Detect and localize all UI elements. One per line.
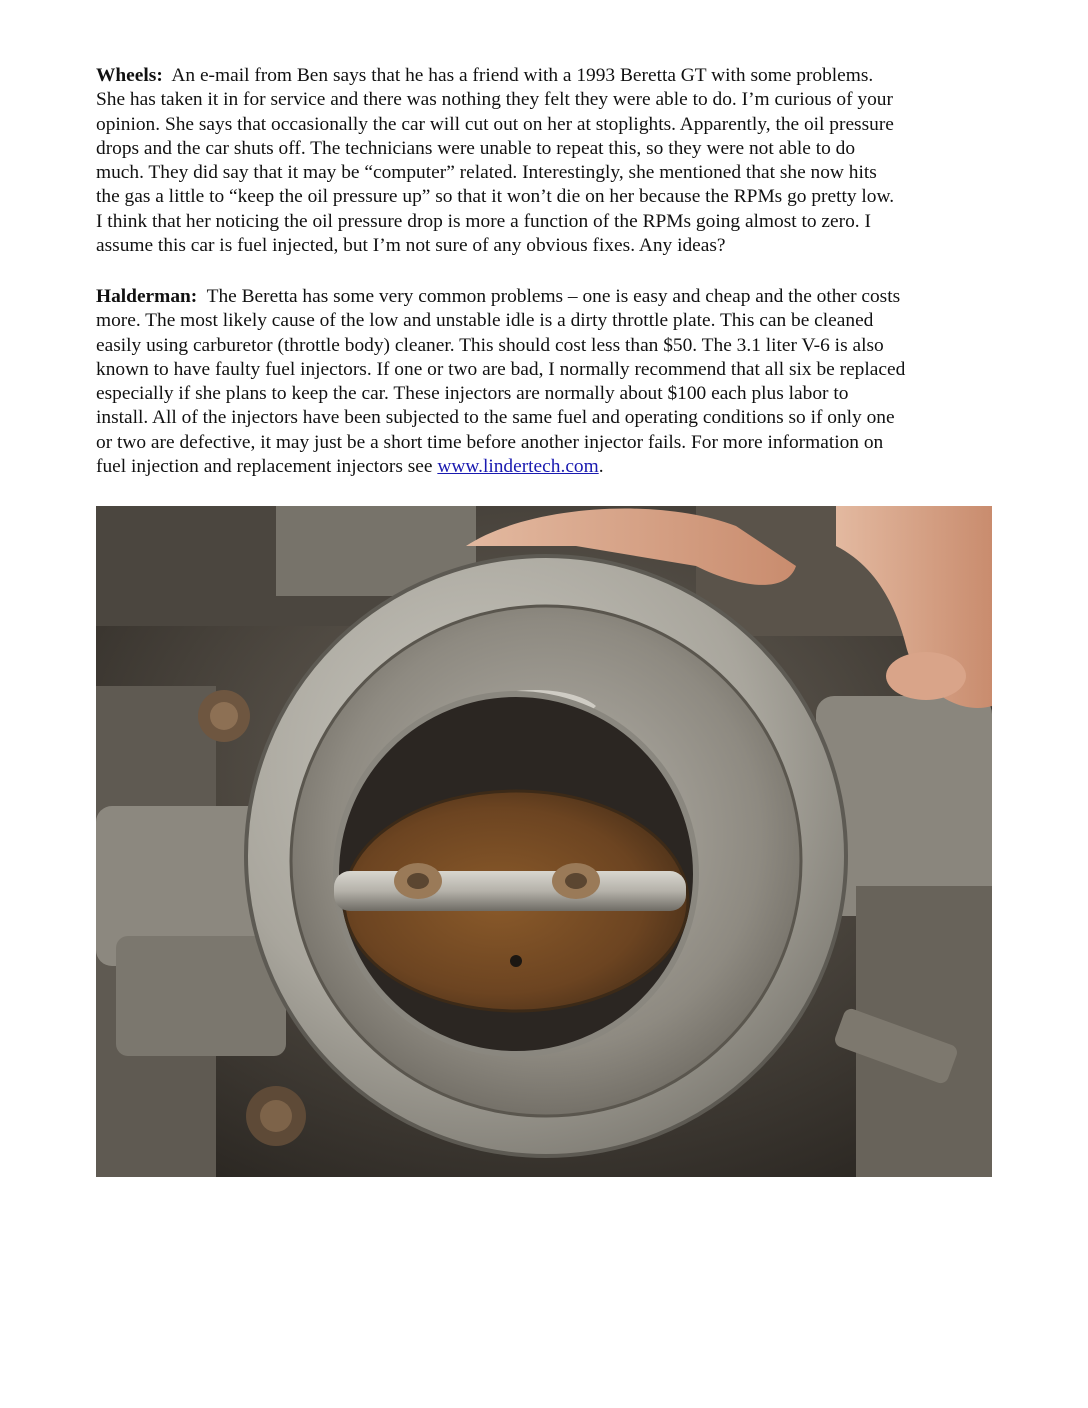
wheels-question-paragraph (96, 64, 996, 258)
paragraph-line: much. They did say that it may be “computer” related. Interestingly, she mentioned that she now hits (96, 162, 877, 184)
paragraph-line: especially if she plans to keep the car. These injectors are normally about $100 each plus labor to (96, 383, 849, 405)
paragraph-line: the gas a little to “keep the oil pressure up” so that it won’t die on her because the RPMs go pretty low. (96, 186, 895, 208)
halderman-label: Halderman: (96, 286, 198, 307)
paragraph-line: known to have faulty fuel injectors. If one or two are bad, I normally recommend that all six be replaced (96, 358, 906, 380)
paragraph-line: She has taken it in for service and there was nothing they felt they were able to do. I’m curious of your (96, 89, 893, 111)
wheels-label: Wheels: (96, 65, 163, 86)
halderman-answer-paragraph (96, 285, 996, 479)
paragraph-line: install. All of the injectors have been subjected to the same fuel and operating conditions so if only one (96, 407, 895, 429)
paragraph-line: or two are defective, it may just be a short time before another injector fails. For more information on (96, 431, 884, 453)
paragraph-line: fuel injection and replacement injectors see www.lindertech.com. (96, 456, 604, 478)
throttle-body-photo (96, 506, 992, 1177)
paragraph-line: drops and the car shuts off. The technicians were unable to repeat this, so they were not able to do (96, 137, 856, 159)
lindertech-link[interactable]: www.lindertech.com (437, 456, 599, 478)
paragraph-line: Wheels: An e-mail from Ben says that he has a friend with a 1993 Beretta GT with some problems. (96, 65, 874, 86)
paragraph-line: I think that her noticing the oil pressure drop is more a function of the RPMs going almost to zero. I (96, 210, 871, 232)
paragraph-line: more. The most likely cause of the low and unstable idle is a dirty throttle plate. This can be cleaned (96, 310, 874, 332)
paragraph-line: opinion. She says that occasionally the car will cut out on her at stoplights. Apparently, the oil pressure (96, 113, 894, 135)
paragraph-line: Halderman: The Beretta has some very common problems – one is easy and cheap and the other costs (96, 286, 901, 307)
paragraph-line: assume this car is fuel injected, but I’m not sure of any obvious fixes. Any ideas? (96, 235, 726, 257)
paragraph-line: easily using carburetor (throttle body) cleaner. This should cost less than $50. The 3.1 liter V-6 is also (96, 334, 884, 356)
